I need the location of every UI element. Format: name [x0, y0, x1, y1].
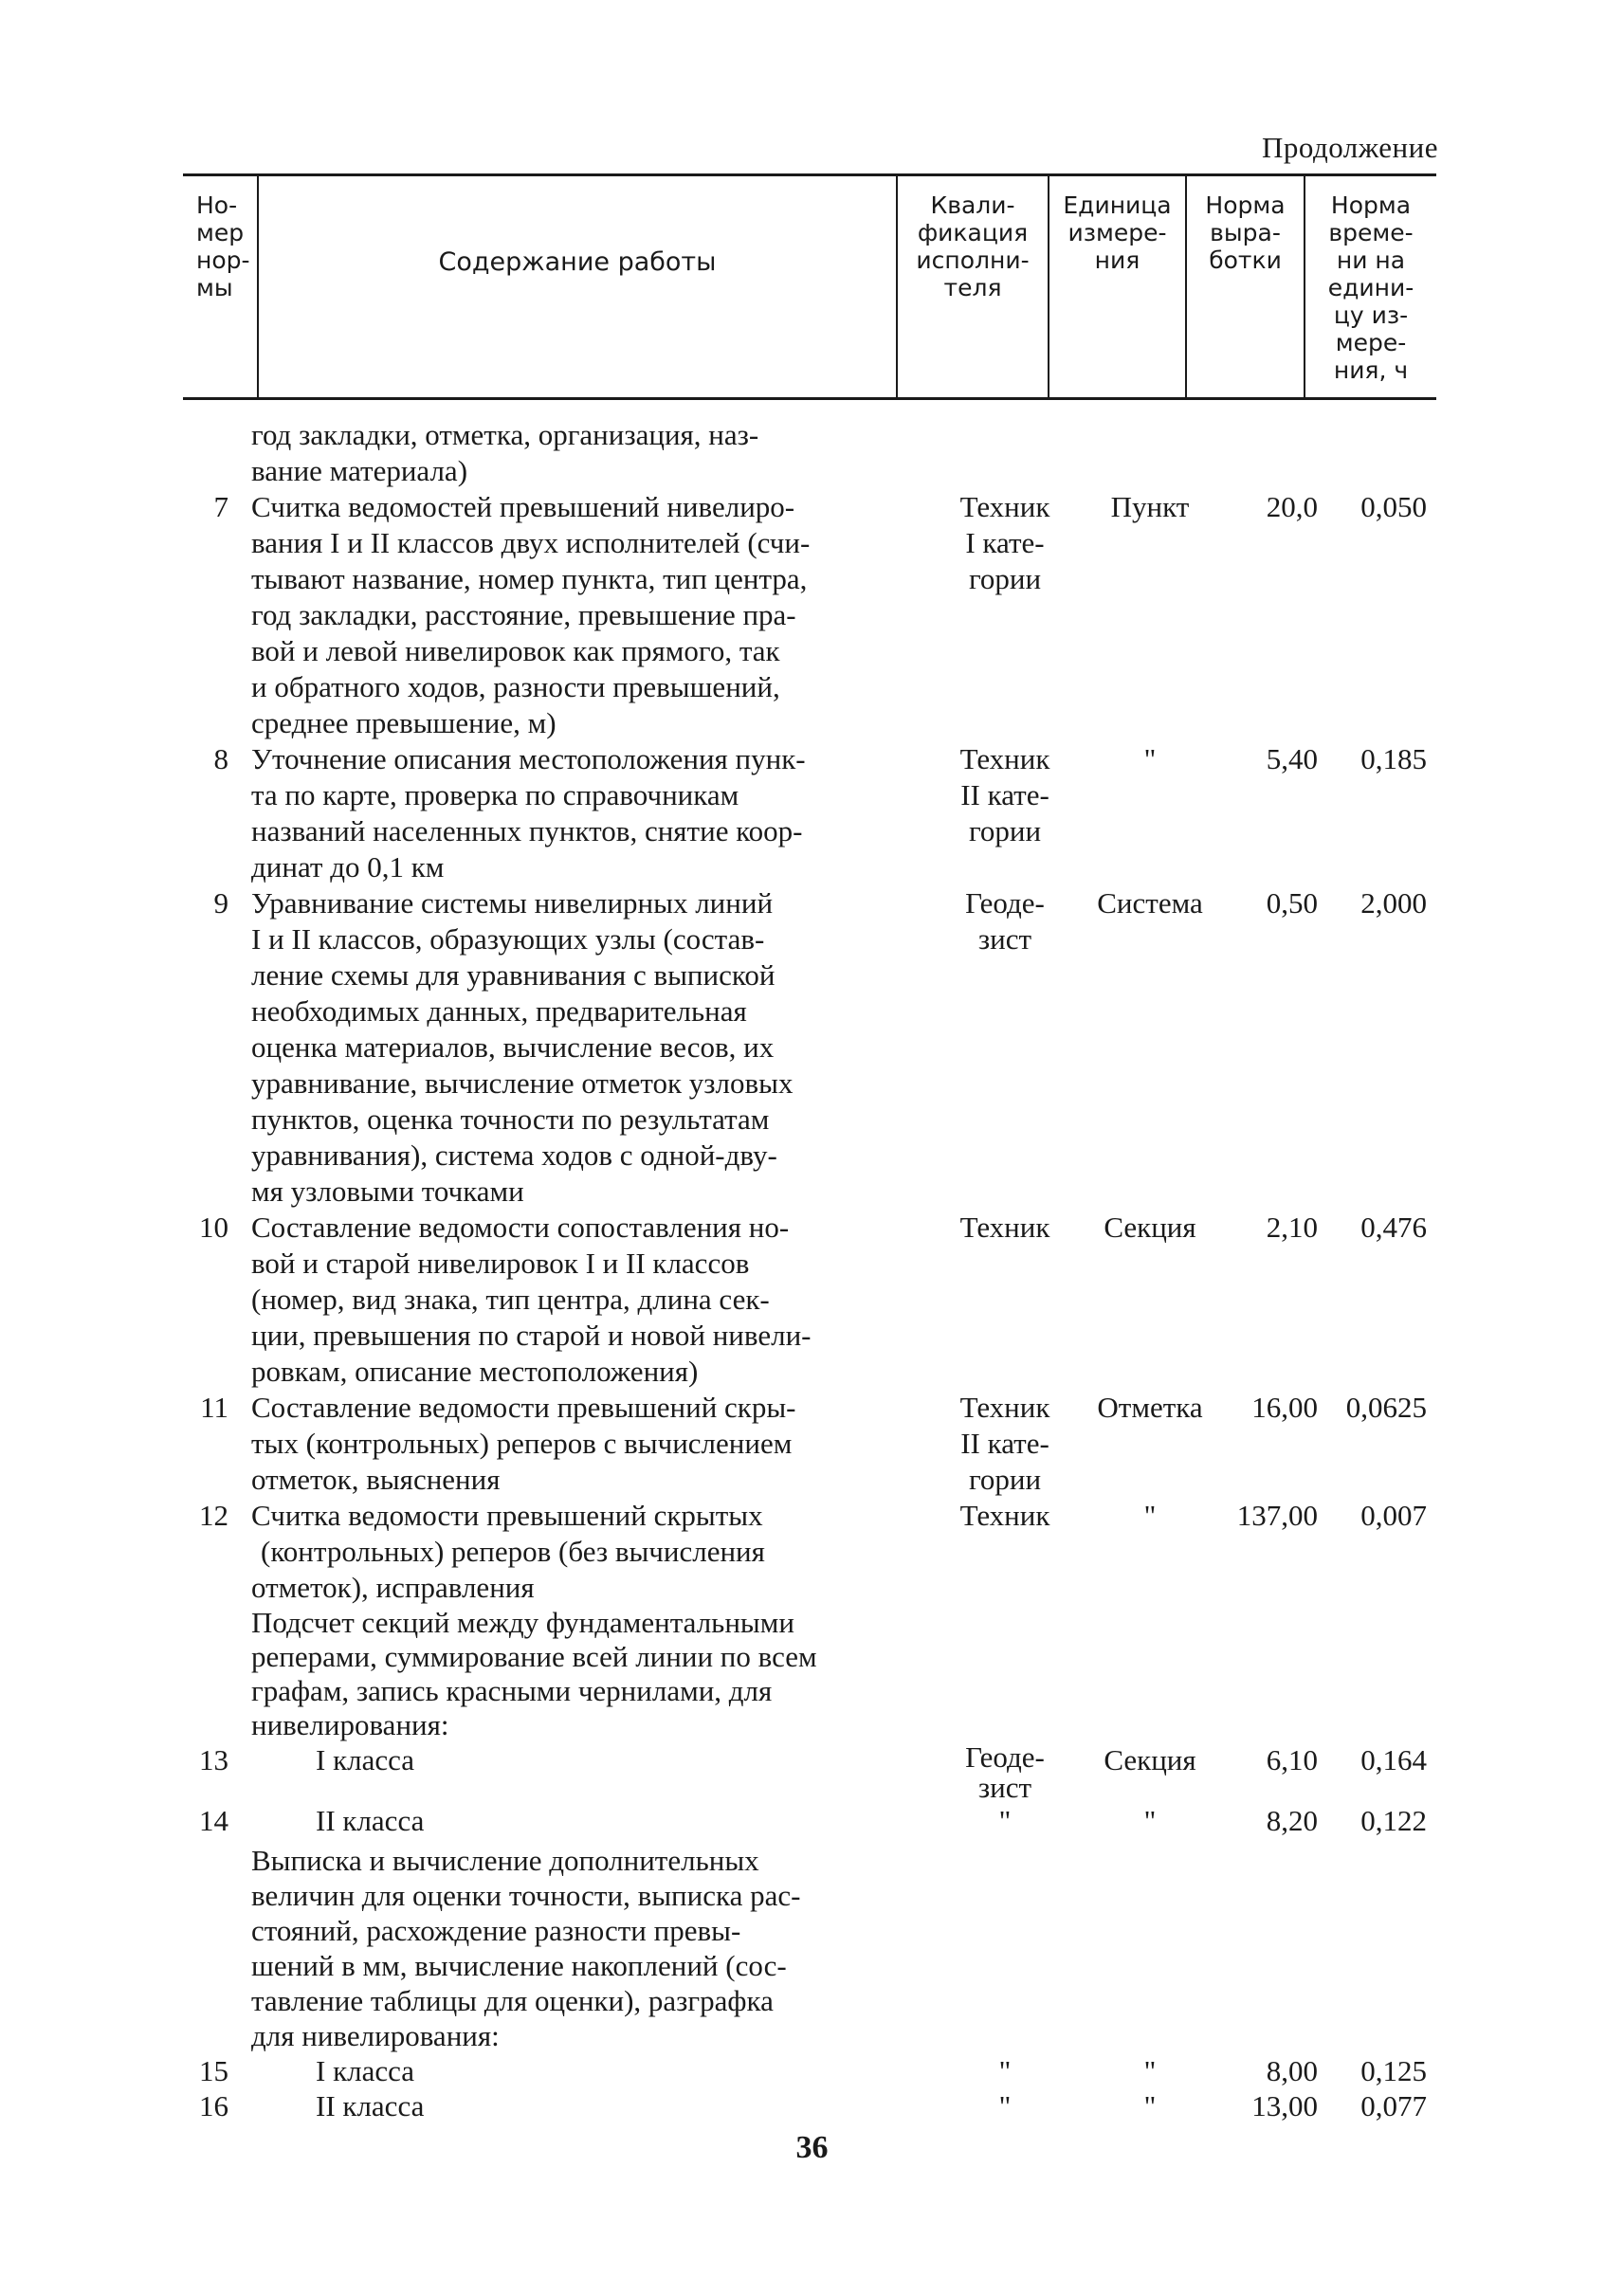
- output-norm: 8,20: [1266, 1804, 1318, 1837]
- header-line: ния: [1094, 246, 1140, 274]
- content-line: для нивелирования:: [251, 2019, 500, 2052]
- content-line: год закладки, отметка, организация, наз-: [251, 418, 759, 451]
- qualification-line: I кате-: [965, 526, 1045, 559]
- unit: ": [1143, 742, 1157, 775]
- qualification-line: зист: [977, 922, 1032, 956]
- work-content: [251, 417, 943, 489]
- table-row: [183, 1390, 1436, 1498]
- header-qualification: [896, 176, 1048, 397]
- qualification-line: Техник: [959, 1391, 1050, 1424]
- qualification-line: Геоде-: [965, 886, 1045, 920]
- continuation-label: Продолжение: [1261, 131, 1438, 164]
- unit: ": [1143, 1499, 1157, 1532]
- header-norm-number: [183, 176, 257, 397]
- norm-number: 10: [199, 1211, 228, 1244]
- output-norm: 8,00: [1266, 2054, 1318, 2087]
- content-line: (контрольных) реперов (без вычисления: [261, 1535, 765, 1568]
- content-line: реперами, суммирование всей линии по всем: [251, 1640, 817, 1673]
- table-row: [183, 489, 1436, 741]
- qualification: [934, 741, 1076, 849]
- qualification-line: Техник: [959, 1211, 1050, 1244]
- qualification: [934, 1742, 1076, 1803]
- work-content: [251, 885, 943, 1210]
- qualification: [934, 2053, 1076, 2089]
- header-line: ни на: [1336, 246, 1406, 274]
- content-line: уравнивание, вычисление отметок узловых: [251, 1066, 794, 1100]
- norm-number: 7: [213, 490, 228, 523]
- qualification-line: II кате-: [960, 1427, 1049, 1460]
- table-row: [183, 2053, 1436, 2088]
- header-work-content: [257, 176, 896, 397]
- unit: ": [1143, 2054, 1157, 2087]
- header-line: фикация: [917, 219, 1029, 246]
- norm-number: 15: [199, 2054, 228, 2087]
- qualification: [934, 1210, 1076, 1246]
- header-line: теля: [943, 274, 1002, 301]
- content-line: тавление таблицы для оценки), разграфка: [251, 1984, 774, 2017]
- content-line: Подсчет секций между фундаментальными: [251, 1606, 794, 1639]
- header-unit: [1048, 176, 1185, 397]
- header-line: Квали-: [930, 191, 1015, 219]
- work-content: [251, 2088, 1008, 2124]
- content-line: Составление ведомости сопоставления но-: [251, 1211, 790, 1244]
- table-row: [183, 1210, 1436, 1390]
- output-norm: 0,50: [1266, 886, 1318, 920]
- norm-number: 16: [199, 2089, 228, 2122]
- content-line: Уточнение описания местоположения пунк-: [251, 742, 806, 775]
- header-line: време-: [1328, 219, 1414, 246]
- content-line: Составление ведомости превышений скры-: [251, 1391, 796, 1424]
- content-line: названий населенных пунктов, снятие коор-: [251, 814, 803, 847]
- unit: Секция: [1104, 1211, 1196, 1244]
- content-line: пунктов, оценка точности по результатам: [251, 1102, 770, 1136]
- content-line: графам, запись красными чернилами, для: [251, 1674, 773, 1707]
- work-content: [251, 2053, 1008, 2089]
- time-norm: 2,000: [1360, 886, 1427, 920]
- qualification-line: ": [998, 2054, 1012, 2087]
- header-line: цу из-: [1333, 301, 1409, 329]
- qualification-line: Техник: [959, 742, 1050, 775]
- content-line: и обратного ходов, разности превышений,: [251, 670, 780, 703]
- norm-number: 12: [199, 1499, 228, 1532]
- header-line: ния, ч: [1333, 356, 1409, 384]
- content-line: Считка ведомости превышений скрытых: [251, 1499, 763, 1532]
- table-row: [183, 1742, 1436, 1803]
- unit: Секция: [1104, 1743, 1196, 1776]
- time-norm: 0,050: [1360, 490, 1427, 523]
- time-norm: 0,476: [1360, 1211, 1427, 1244]
- header-line: Норма: [1205, 191, 1286, 219]
- output-norm: 2,10: [1266, 1211, 1318, 1244]
- content-line: вание материала): [251, 454, 468, 487]
- norm-number: 8: [213, 742, 228, 775]
- norm-number: 9: [213, 886, 228, 920]
- header-line: ботки: [1209, 246, 1282, 274]
- content-line: динат до 0,1 км: [251, 850, 445, 883]
- time-norm: 0,007: [1360, 1499, 1427, 1532]
- page-number: 36: [795, 2130, 829, 2165]
- content-line: Считка ведомостей превышений нивелиро-: [251, 490, 795, 523]
- norms-table: [183, 173, 1436, 2123]
- content-line: отметок, выяснения: [251, 1463, 501, 1496]
- output-norm: 13,00: [1251, 2089, 1318, 2122]
- header-line: исполни-: [916, 246, 1030, 274]
- work-content: [251, 1390, 943, 1498]
- time-norm: 0,0625: [1345, 1391, 1427, 1424]
- header-line: Единица: [1063, 191, 1172, 219]
- header-line: мере-: [1335, 329, 1407, 356]
- content-line: II класса: [316, 1804, 425, 1837]
- output-norm: 20,0: [1266, 490, 1318, 523]
- content-line: год закладки, расстояние, превышение пра-: [251, 598, 796, 631]
- unit: Пункт: [1110, 490, 1190, 523]
- time-norm: 0,185: [1360, 742, 1427, 775]
- norm-number: 13: [199, 1743, 228, 1776]
- header-line: Содержание работы: [438, 247, 717, 277]
- header-line: Норма: [1330, 191, 1412, 219]
- qualification: [934, 489, 1076, 597]
- content-line: среднее превышение, м): [251, 706, 557, 739]
- qualification: [934, 2088, 1076, 2124]
- table-row: [183, 1606, 1436, 1742]
- header-line: мер: [196, 219, 245, 246]
- content-line: I и II классов, образующих узлы (состав-: [251, 922, 765, 956]
- content-line: отметок), исправления: [251, 1571, 535, 1604]
- work-content: [251, 489, 943, 741]
- content-line: уравнивания), система ходов с одной-дву-: [251, 1138, 777, 1172]
- content-line: Уравнивание системы нивелирных линий: [251, 886, 774, 920]
- qualification-line: Техник: [959, 490, 1050, 523]
- content-line: та по карте, проверка по справочникам: [251, 778, 739, 811]
- time-norm: 0,164: [1360, 1743, 1427, 1776]
- time-norm: 0,122: [1360, 1804, 1427, 1837]
- norm-number: 14: [199, 1804, 228, 1837]
- qualification-line: ": [998, 2089, 1012, 2122]
- header-output-norm: [1185, 176, 1304, 397]
- qualification: [934, 1498, 1076, 1534]
- work-content: [251, 1606, 943, 1742]
- qualification: [934, 885, 1076, 957]
- table-row: [183, 417, 1436, 489]
- time-norm: 0,077: [1360, 2089, 1427, 2122]
- content-line: I класса: [316, 1743, 415, 1776]
- output-norm: 6,10: [1266, 1743, 1318, 1776]
- header-line: измере-: [1067, 219, 1167, 246]
- qualification-line: зист: [977, 1771, 1032, 1804]
- time-norm: 0,125: [1360, 2054, 1427, 2087]
- norm-number: 11: [200, 1391, 228, 1424]
- table-body: [183, 417, 1436, 2123]
- content-line: тывают название, номер пункта, тип центра,: [251, 562, 808, 595]
- table-row: [183, 1498, 1436, 1606]
- work-content: [251, 1742, 1008, 1778]
- work-content: [251, 1803, 1008, 1839]
- content-line: вой и старой нивелировок I и II классов: [251, 1247, 750, 1280]
- qualification-line: гории: [968, 562, 1042, 595]
- table-row: [183, 2088, 1436, 2123]
- content-line: тых (контрольных) реперов с вычислением: [251, 1427, 793, 1460]
- table-header: [183, 173, 1436, 400]
- content-line: I класса: [316, 2054, 415, 2087]
- content-line: мя узловыми точками: [251, 1175, 524, 1208]
- content-line: II класса: [316, 2089, 425, 2122]
- unit: ": [1143, 1804, 1157, 1837]
- content-line: шений в мм, вычисление накоплений (сос-: [251, 1949, 787, 1982]
- content-line: вания I и II классов двух исполнителей (счи-: [251, 526, 811, 559]
- content-line: ление схемы для уравнивания с выпиской: [251, 958, 776, 992]
- header-line: нор-: [196, 246, 250, 274]
- content-line: необходимых данных, предварительная: [251, 994, 747, 1028]
- qualification-line: Геоде-: [965, 1740, 1045, 1774]
- header-line: едини-: [1327, 274, 1414, 301]
- header-time-norm: [1304, 176, 1436, 397]
- content-line: нивелирования:: [251, 1708, 449, 1741]
- qualification-line: ": [998, 1804, 1012, 1837]
- content-line: вой и левой нивелировок как прямого, так: [251, 634, 780, 667]
- qualification-line: гории: [968, 1463, 1042, 1496]
- output-norm: 16,00: [1251, 1391, 1318, 1424]
- qualification-line: гории: [968, 814, 1042, 847]
- content-line: ровкам, описание местоположения): [251, 1355, 699, 1388]
- qualification-line: Техник: [959, 1499, 1050, 1532]
- work-content: [251, 741, 943, 885]
- table-row: [183, 1803, 1436, 1837]
- content-line: Выписка и вычисление дополнительных: [251, 1844, 759, 1877]
- header-line: мы: [196, 274, 233, 301]
- work-content: [251, 1498, 943, 1606]
- qualification-line: II кате-: [960, 778, 1049, 811]
- header-line: Но-: [196, 191, 238, 219]
- content-line: (номер, вид знака, тип центра, длина сек-: [251, 1283, 770, 1316]
- work-content: [251, 1843, 943, 2053]
- output-norm: 137,00: [1236, 1499, 1318, 1532]
- table-row: [183, 1837, 1436, 2053]
- content-line: оценка материалов, вычисление весов, их: [251, 1030, 775, 1064]
- table-row: [183, 885, 1436, 1210]
- header-line: выра-: [1210, 219, 1281, 246]
- unit: Система: [1097, 886, 1203, 920]
- unit: ": [1143, 2089, 1157, 2122]
- table-row: [183, 741, 1436, 885]
- content-line: ции, превышения по старой и новой нивели-: [251, 1319, 812, 1352]
- work-content: [251, 1210, 943, 1390]
- unit: Отметка: [1097, 1391, 1203, 1424]
- qualification: [934, 1803, 1076, 1839]
- content-line: величин для оценки точности, выписка рас-: [251, 1879, 801, 1912]
- qualification: [934, 1390, 1076, 1498]
- content-line: стояний, расхождение разности превы-: [251, 1914, 741, 1947]
- output-norm: 5,40: [1266, 742, 1318, 775]
